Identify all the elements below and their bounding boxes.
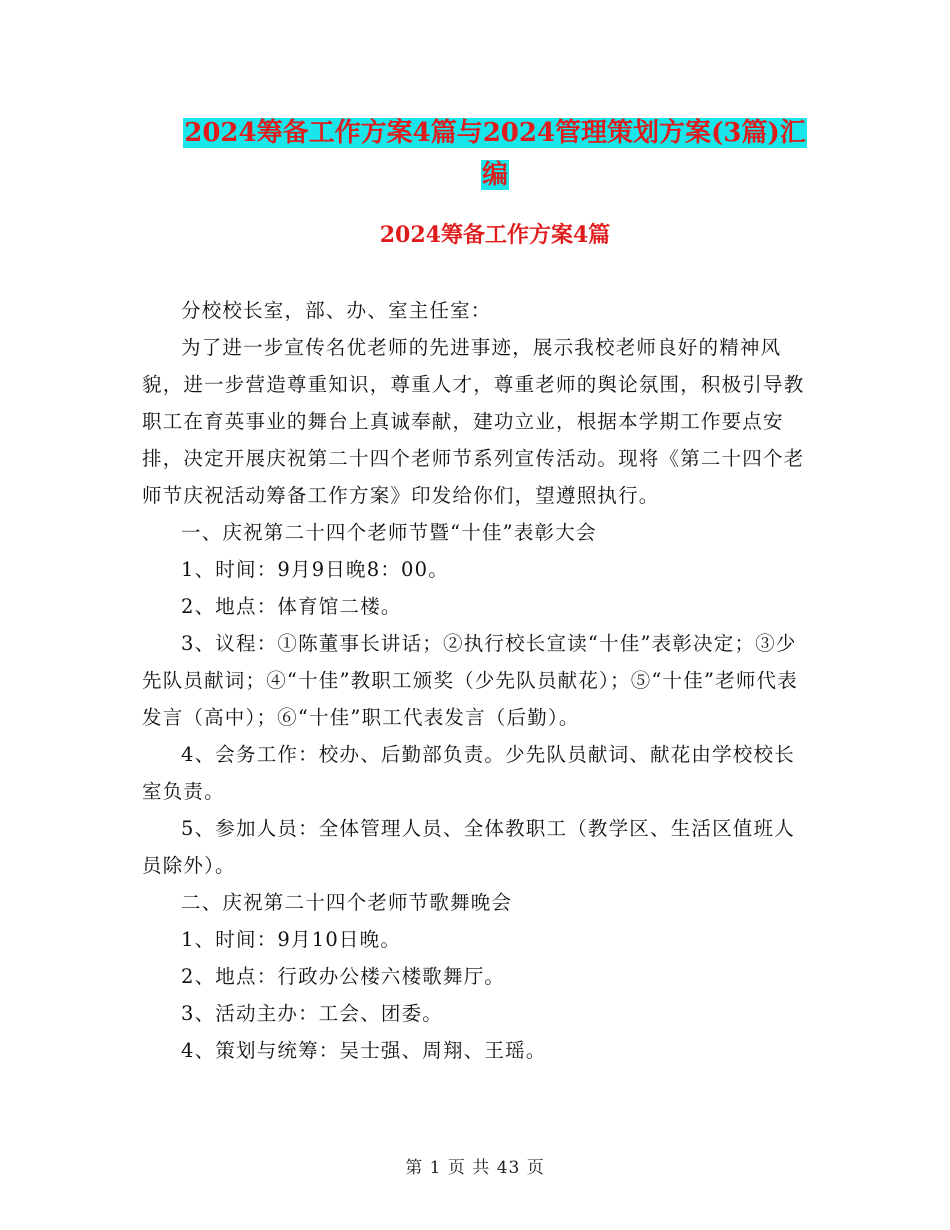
title-line-2: 编 [481, 160, 508, 190]
paragraph-item: 3、议程：①陈董事长讲话；②执行校长宣读“十佳”表彰决定；③少先队员献词；④“十佳”教职工颁奖（少先队员献花）；⑤“十佳”老师代表发言（高中）；⑥“十佳”职工代表发言（后勤）。 [142, 632, 798, 729]
paragraph-item: 2、地点：行政办公楼六楼歌舞厅。 [181, 965, 506, 988]
heading-part-1: 一、庆祝第二十四个老师节暨“十佳”表彰大会 [181, 521, 597, 544]
page-number-footer: 第 1 页 共 43 页 [405, 1158, 545, 1178]
document-body [142, 292, 808, 1069]
paragraph-intro: 为了进一步宣传名优老师的先进事迹，展示我校老师良好的精神风貌，进一步营造尊重知识，尊重人才，尊重老师的舆论氛围，积极引导教职工在育英事业的舞台上真诚奉献，建功立业，根据本学期工作要点安排，决定开展庆祝第二十四个老师节系列宣传活动。现将《第二十四个老师节庆祝活动筹备工作方案》印发给你们，望遵照执行。 [142, 336, 805, 507]
paragraph-salutation: 分校校长室，部、办、室主任室： [181, 299, 492, 322]
section-title: 2024筹备工作方案4篇 [379, 222, 611, 248]
heading-part-2: 二、庆祝第二十四个老师节歌舞晚会 [181, 891, 513, 914]
paragraph-item: 1、时间：9月10日晚。 [181, 928, 402, 951]
paragraph-item: 3、活动主办：工会、团委。 [181, 1002, 444, 1025]
paragraph-item: 1、时间：9月9日晚8：00。 [181, 558, 449, 581]
paragraph-item: 4、会务工作：校办、后勤部负责。少先队员献词、献花由学校校长室负责。 [142, 743, 795, 803]
paragraph-item: 5、参加人员：全体管理人员、全体教职工（教学区、生活区值班人员除外）。 [142, 817, 795, 877]
paragraph-item: 2、地点：体育馆二楼。 [181, 595, 402, 618]
document-title [140, 112, 850, 196]
title-line-1: 2024筹备工作方案4篇与2024管理策划方案(3篇)汇 [184, 118, 806, 148]
paragraph-item: 4、策划与统筹：吴士强、周翔、王瑶。 [181, 1039, 547, 1062]
